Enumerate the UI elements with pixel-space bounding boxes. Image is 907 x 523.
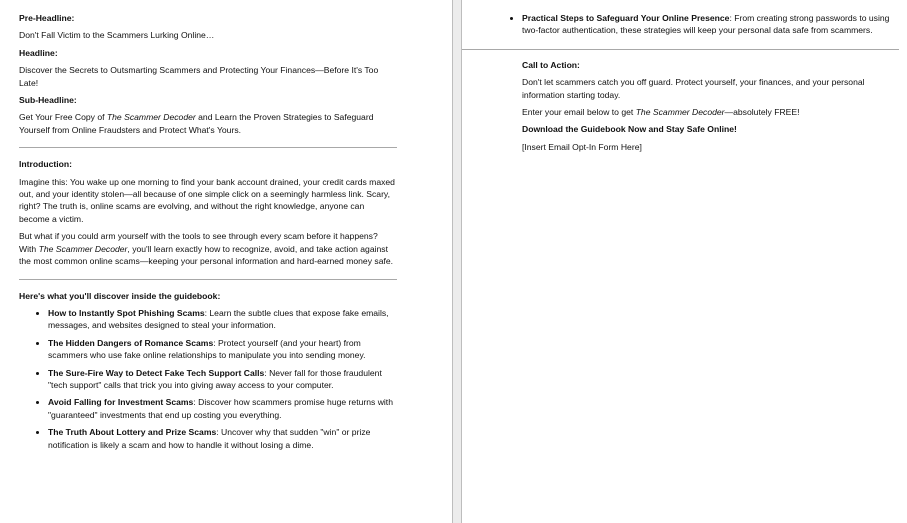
intro-p2-before: But what if you could arm yourself with the tools to see through every scam before it happens? With <box>19 231 378 254</box>
list-item <box>48 367 397 392</box>
list-item-title: The Hidden Dangers of Romance Scams <box>48 337 214 348</box>
cta-p2-book-title: The Scammer Decoder <box>635 107 725 118</box>
list-item <box>48 396 397 421</box>
list-item <box>522 12 900 37</box>
sub-headline-after: and Learn the Proven Strategies to Safeguard Yourself from Online Fraudsters and Protect What's Yours. <box>19 112 374 135</box>
headline-text: Discover the Secrets to Outsmarting Scammers and Protecting Your Finances—Before It's Too Late! <box>19 65 379 88</box>
horizontal-rule <box>19 279 397 280</box>
sub-headline-book-title: The Scammer Decoder <box>106 112 196 123</box>
document-page-left <box>0 0 452 523</box>
cta-paragraph-1: Don't let scammers catch you off guard. Protect yourself, your finances, and your personal information starting today. <box>522 77 865 100</box>
intro-paragraph-2 <box>19 230 397 267</box>
list-item-text: : Learn the subtle clues that expose fake emails, messages, and websites designed to steal your information. <box>48 307 389 331</box>
page-content <box>522 12 900 158</box>
list-item-text: : Uncover why that sudden "win" or prize notification is likely a scam and how to handle it without losing a dime. <box>48 427 371 450</box>
discover-list <box>19 307 397 451</box>
email-form-placeholder: [Insert Email Opt-In Form Here] <box>522 141 642 152</box>
intro-p2-book-title: The Scammer Decoder <box>38 243 128 254</box>
intro-p2-after: , you'll learn exactly how to recognize, avoid, and take action against the most common online scams—keeping your personal information and hard-earned money safe. <box>19 243 394 267</box>
cta-paragraph-2 <box>522 106 900 118</box>
headline-label: Headline: <box>19 47 58 58</box>
list-item-title: The Truth About Lottery and Prize Scams <box>48 427 217 438</box>
list-item <box>48 337 397 362</box>
list-item-text: : Protect yourself (and your heart) from scammers who use fake online relationships to manipulate you into sending money. <box>48 337 366 361</box>
list-item-title: Avoid Falling for Investment Scams <box>48 397 194 408</box>
list-item-text: : From creating strong passwords to using two-factor authentication, these strategies will keep your personal data safe from scammers. <box>522 13 890 36</box>
list-item-title: The Sure-Fire Way to Detect Fake Tech Support Calls <box>48 367 265 378</box>
sub-headline-text <box>19 111 397 136</box>
discover-label: Here's what you'll discover inside the guidebook: <box>19 290 221 301</box>
call-to-action-label: Call to Action: <box>522 59 580 70</box>
discover-list-continued <box>493 12 900 37</box>
list-item <box>48 426 397 451</box>
list-item-text: : Discover how scammers promise huge returns with "guaranteed" investments that end up costing you everything. <box>48 397 393 420</box>
horizontal-rule <box>462 49 899 50</box>
sub-headline-before: Get Your Free Copy of <box>19 112 107 123</box>
introduction-label: Introduction: <box>19 159 72 170</box>
cta-download-line: Download the Guidebook Now and Stay Safe Online! <box>522 124 737 135</box>
sub-headline-label: Sub-Headline: <box>19 95 77 106</box>
pre-headline-label: Pre-Headline: <box>19 13 75 23</box>
list-item-title: Practical Steps to Safeguard Your Online Presence <box>522 13 730 23</box>
list-item <box>48 307 397 332</box>
cta-p2-before: Enter your email below to get <box>522 107 636 118</box>
cta-p2-after: —absolutely FREE! <box>724 107 800 118</box>
intro-paragraph-1: Imagine this: You wake up one morning to find your bank account drained, your credit cards maxed out, and your identity stolen—all because of one simple click on a seemingly harmless link. Scary, right? The truth is, online scams are evolving, and without the right knowledge, anyone can become a victim. <box>19 176 395 224</box>
horizontal-rule <box>19 147 397 148</box>
list-item-title: How to Instantly Spot Phishing Scams <box>48 307 205 318</box>
page-gutter <box>452 0 462 523</box>
list-item-text: : Never fall for those fraudulent "tech support" calls that trick you into giving away access to your computer. <box>48 367 382 390</box>
page-content <box>19 12 397 456</box>
pre-headline-text: Don't Fall Victim to the Scammers Lurking Online… <box>19 30 215 41</box>
document-page-right <box>462 0 907 523</box>
